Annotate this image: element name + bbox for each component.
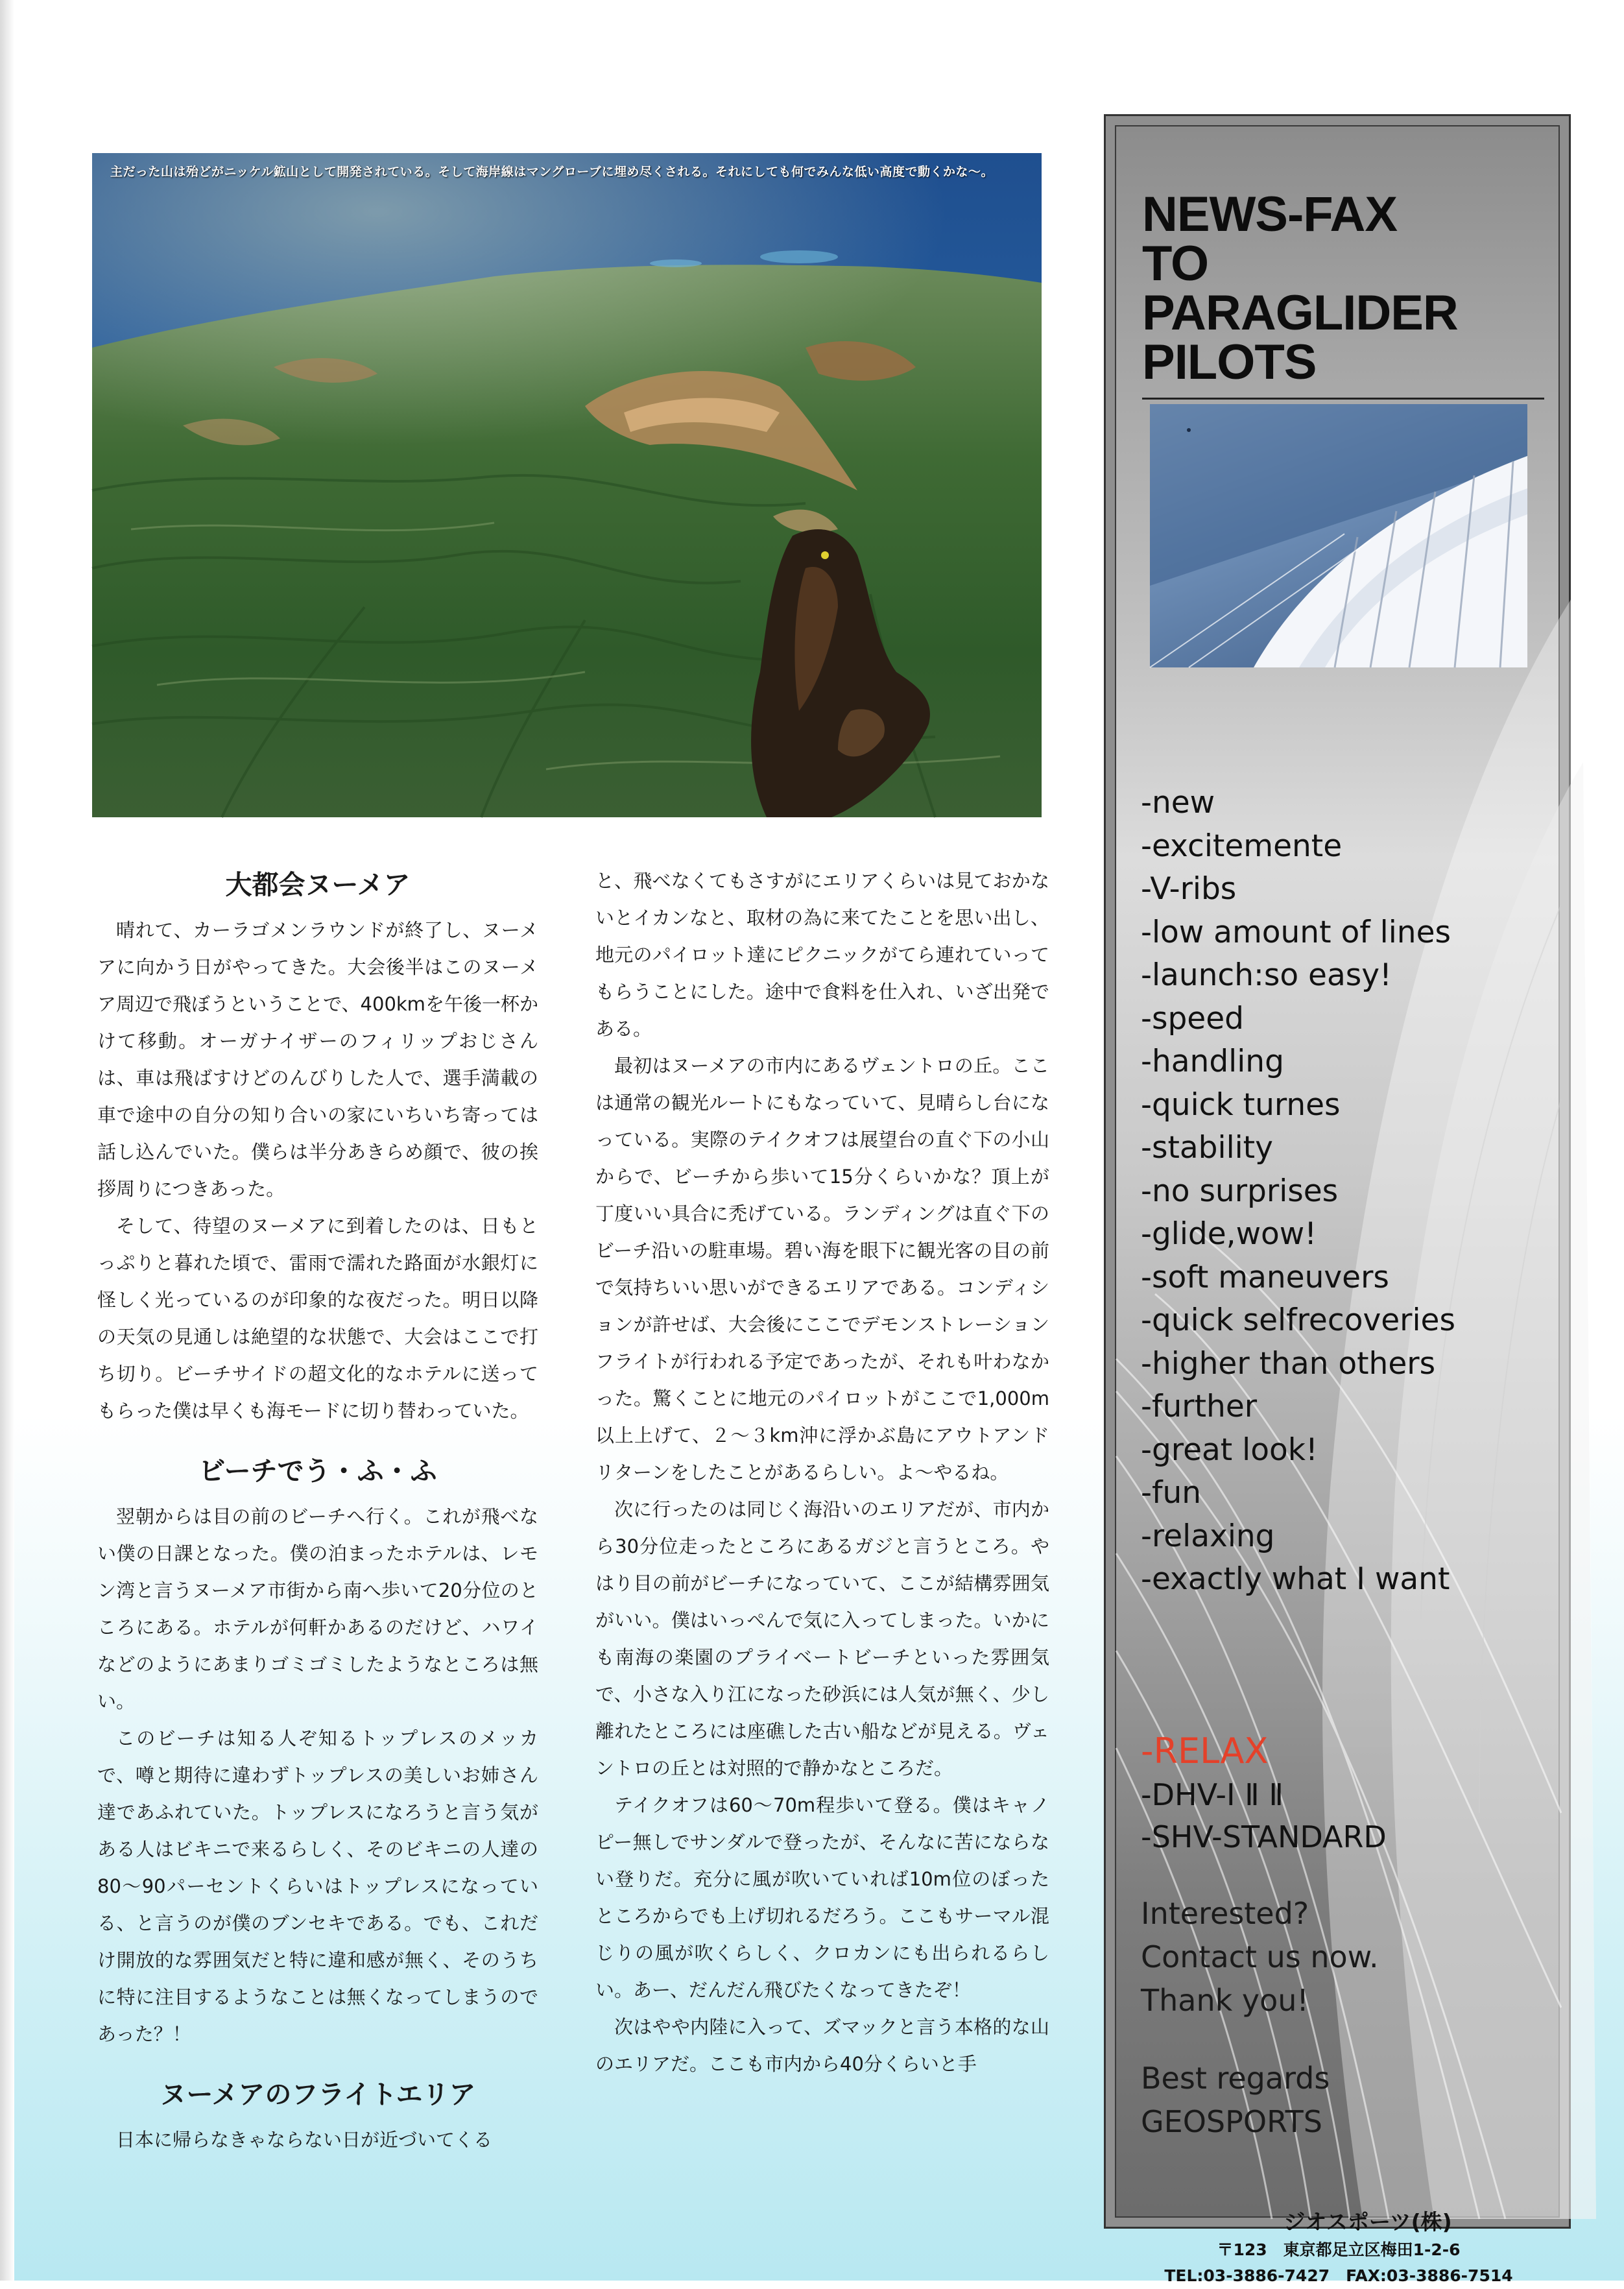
company-info	[1116, 2207, 1561, 2289]
company-address: 〒123 東京都足立区梅田1-2-6	[1217, 2240, 1461, 2259]
feature-item: -V-ribs	[1141, 871, 1237, 907]
article-paragraph: そして、待望のヌーメアに到着したのは、日もとっぷりと暮れた頃で、雷雨で濡れた路面が水銀灯に怪しく光っているのが印象的な夜だった。明日以降の天気の見通しは絶望的な状態で、大会はここで打ち切り。ビーチサイドの超文化的なホテルに送ってもらった僕は早くも海モードに切り替わっていた。	[97, 1215, 538, 1422]
wing-closeup-photo	[1150, 404, 1527, 667]
section-title-beach: ビーチでう・ふ・ふ	[198, 1456, 437, 1487]
advertisement-inner	[1115, 125, 1560, 2285]
article-paragraph: テイクオフは60〜70m程歩いて登る。僕はキャノピー無しでサンダルで登ったが、そんなに苦にならない登りだ。充分に風が吹いていれば10m位のぼったところからでも上げ切れるだろう。ここもサーマル混じりの風が吹くらしく、クロカンにも出られるらしい。あー、だんだん飛びたくなってきたぞ！	[595, 1794, 1049, 2001]
article-column-left	[97, 863, 538, 2159]
article-paragraph: 日本に帰らなきゃならない日が近づいてくる	[116, 2129, 493, 2151]
section-title-flight-area: ヌーメアのフライトエリア	[160, 2079, 476, 2110]
feature-item: -higher than others	[1141, 1345, 1436, 1382]
certification-item: -SHV-STANDARD	[1141, 1819, 1387, 1854]
headline-divider	[1142, 398, 1544, 400]
feature-item: -great look!	[1141, 1432, 1318, 1468]
article-paragraph: 次に行ったのは同じく海沿いのエリアだが、市内から30分位走ったところにあるガジと言うところ。やはり目の前がビーチになっていて、ここが結構雰囲気がいい。僕はいっぺんで気に入ってしまった。いかにも南海の楽園のプライベートビーチといった雰囲気で、小さな入り江になった砂浜には人気が無く、少し離れたところには座礁した古い船などが見える。ヴェントロの丘とは対照的で静かなところだ。	[595, 1498, 1049, 1779]
feature-item: -further	[1141, 1389, 1258, 1424]
photo-caption: 主だった山は殆どがニッケル鉱山として開発されている。そして海岸線はマングローブに埋め尽くされる。それにしても何でみんな低い高度で動くかな〜。	[110, 165, 994, 179]
ad-headline-line: NEWS-FAX	[1142, 187, 1398, 242]
feature-item: -handling	[1141, 1044, 1284, 1079]
article-paragraph: 晴れて、カーラゴメンラウンドが終了し、ヌーメアに向かう日がやってきた。大会後半はこのヌーメア周辺で飛ぼうということで、400kmを午後一杯かけて移動。オーガナイザーのフィリップおじさんは、車は飛ばすけどのんびりした人で、選手満載の車で途中の自分の知り合いの家にいちいち寄っては話し込んでいた。僕らは半分あきらめ顔で、彼の挨拶周りにつきあった。	[97, 919, 538, 1200]
company-name: ジオスポーツ(株)	[1284, 2209, 1452, 2235]
feature-item: -no surprises	[1141, 1173, 1339, 1209]
sign-off	[1141, 2057, 1556, 2144]
certification-item: -DHV-Ⅰ Ⅱ Ⅱ	[1141, 1777, 1284, 1812]
article-paragraph: 翌朝からは目の前のビーチへ行く。これが飛べない僕の日課となった。僕の泊まったホテルは、レモン湾と言うヌーメア市街から南へ歩いて20分位のところにある。ホテルが何軒かあるのだけど、ハワイなどのようにあまりゴミゴミしたようなところは無い。	[97, 1505, 538, 1712]
feature-item: -new	[1141, 785, 1215, 821]
feature-item: -launch:so easy!	[1141, 957, 1392, 993]
feature-item: -relaxing	[1141, 1518, 1275, 1554]
aerial-photo	[92, 153, 1042, 817]
ad-headline-line: PARAGLIDER	[1142, 285, 1458, 341]
feature-item: -exactly what I want	[1141, 1561, 1450, 1597]
advertisement-panel	[1104, 114, 1571, 2285]
article-paragraph: 最初はヌーメアの市内にあるヴェントロの丘。ここは通常の観光ルートにもなっていて、見晴らし台になっている。実際のテイクオフは展望台の直ぐ下の小山からで、ビーチから歩いて15分くらいかな？頂上が丁度いい具合に禿げている。ランディングは直ぐ下のビーチ沿いの駐車場。碧い海を眼下に観光客の目の前で気持ちいい思いができるエリアである。コンディションが許せば、大会後にここでデモンストレーションフライトが行われる予定であったが、それも叶わなかった。驚くことに地元のパイロットがここで1,000m以上上げて、２〜３km沖に浮かぶ島にアウトアンドリターンをしたことがあるらしい。よ〜やるね。	[595, 1055, 1049, 1483]
feature-item: -soft maneuvers	[1141, 1259, 1389, 1295]
feature-item: -stability	[1141, 1130, 1273, 1166]
contact-line: Interested?	[1141, 1896, 1309, 1931]
section-gap	[97, 2053, 538, 2072]
scan-edge-shadow	[0, 0, 14, 2281]
sign-off-line: GEOSPORTS	[1141, 2104, 1322, 2139]
section-title-noumea: 大都会ヌーメア	[225, 869, 411, 900]
article-paragraph: このビーチは知る人ぞ知るトップレスのメッカで、噂と期待に違わずトップレスの美しいお姉さん達であふれていた。トップレスになろうと言う気がある人はビキニで来るらしく、そのビキニの人達の80〜90パーセントくらいはトップレスになっている、と言うのが僕のブンセキである。でも、これだけ開放的な雰囲気だと特に違和感が無く、そのうちに特に注目するようなことは無くなってしまうのであった？！	[97, 1727, 538, 2045]
feature-item: -fun	[1141, 1475, 1202, 1511]
contact-prompt	[1141, 1892, 1556, 2022]
wing-closeup-illustration	[1150, 404, 1527, 667]
article-column-right	[595, 863, 1049, 2083]
sign-off-line: Best regards	[1141, 2061, 1330, 2096]
feature-item: -speed	[1141, 1000, 1244, 1037]
feature-list	[1141, 782, 1556, 1601]
aerial-photo-illustration	[92, 153, 1042, 817]
feature-item: -quick turnes	[1141, 1086, 1341, 1123]
article-paragraph: 次はやや内陸に入って、ズマックと言う本格的な山のエリアだ。ここも市内から40分くらいと手	[595, 2016, 1049, 2075]
feature-item: -excitemente	[1141, 828, 1343, 864]
certification-list	[1141, 1774, 1556, 1858]
ad-headline	[1142, 187, 1531, 390]
contact-line: Contact us now.	[1141, 1939, 1379, 1974]
company-phone-fax: TEL:03-3886-7427 FAX:03-3886-7514	[1164, 2266, 1513, 2285]
product-name: -RELAX	[1141, 1731, 1269, 1771]
article-paragraph: と、飛べなくてもさすがにエリアくらいは見ておかないとイカンなと、取材の為に来てたことを思い出し、地元のパイロット達にピクニックがてら連れていってもらうことにした。途中で食料を仕入れ、いざ出発である。	[595, 870, 1049, 1040]
feature-item: -quick selfrecoveries	[1141, 1302, 1455, 1338]
contact-line: Thank you!	[1141, 1983, 1309, 2018]
feature-item: -glide,wow!	[1141, 1216, 1317, 1252]
ad-headline-line: TO	[1142, 236, 1209, 291]
ad-headline-line: PILOTS	[1142, 335, 1317, 390]
feature-item: -low amount of lines	[1141, 914, 1451, 950]
section-gap	[97, 1430, 538, 1449]
